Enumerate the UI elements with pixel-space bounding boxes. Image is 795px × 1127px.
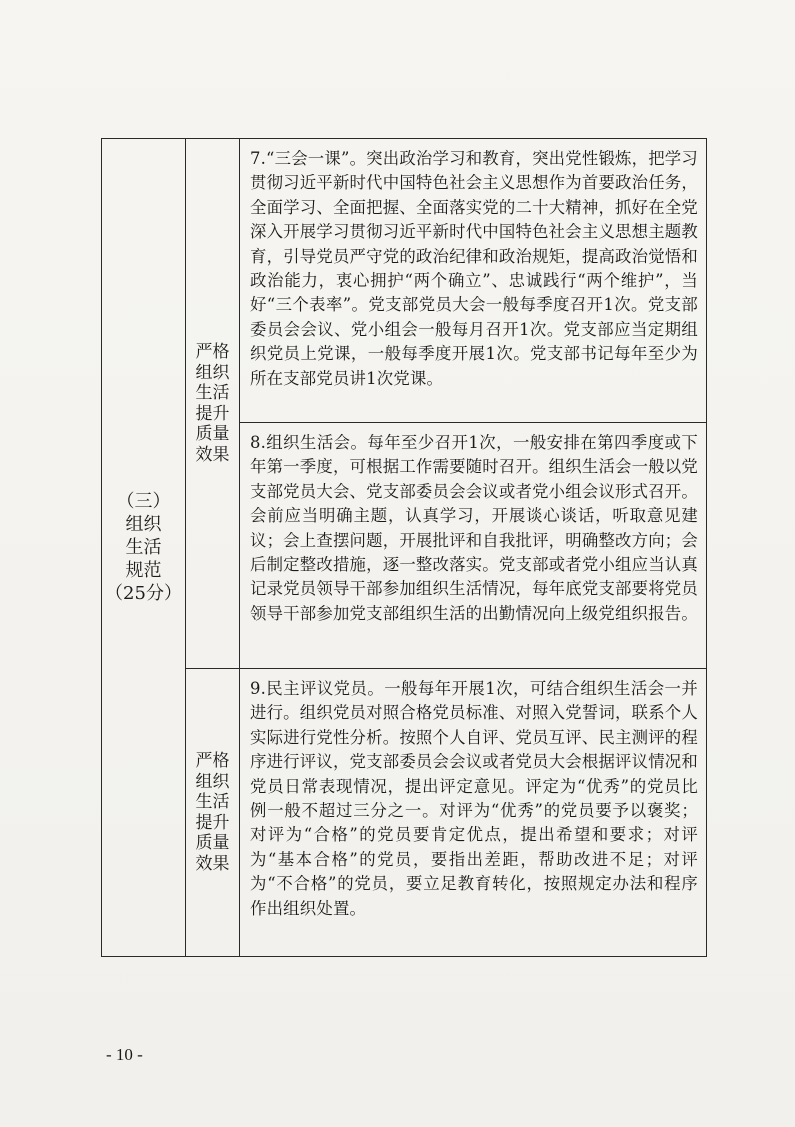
- category-name-line: 生活: [125, 537, 162, 558]
- subcategory-line: 质量: [195, 833, 230, 853]
- subcategory-line: 生活: [195, 792, 230, 812]
- subcategory-line: 组织: [195, 362, 230, 383]
- subcategory-line: 生活: [195, 383, 230, 403]
- subcategory-line: 提升: [195, 812, 230, 833]
- category-score: （25分）: [105, 583, 182, 604]
- standards-table: [101, 138, 707, 957]
- category-cell: [102, 139, 186, 957]
- subcategory-line: 质量: [195, 424, 230, 444]
- subcategory-line: 严格: [195, 342, 230, 362]
- page-number: - 10 -: [106, 1045, 143, 1064]
- requirement-text: 9.民主评议党员。一般每年开展1次，可结合组织生活会一并进行。组织党员对照合格党员标准、对照入党誓词，联系个人实际进行党性分析。按照个人自评、党员互评、民主测评的程序进行评议，党支部委员会会议或者党员大会根据评议情况和党员日常表现情况，提出评定意见。评定为“优秀”的党员比例一般不超过三分之一。对评为“优秀”的党员要予以褒奖；对评为“合格”的党员要肯定优点，提出希望和要求；对评为“基本合格”的党员，要指出差距，帮助改进不足；对评为“不合格”的党员，要立足教育转化，按照规定办法和程序作出组织处置。: [240, 669, 707, 957]
- category-name-line: 规范: [125, 560, 162, 581]
- category-number: （三）: [116, 491, 171, 512]
- table-row: [102, 139, 707, 423]
- requirement-text: 7.“三会一课”。突出政治学习和教育，突出党性锻炼，把学习贯彻习近平新时代中国特色社会主义思想作为首要政治任务，全面学习、全面把握、全面落实党的二十大精神，抓好在全党深入开展学习贯彻习近平新时代中国特色社会主义思想主题教育，引导党员严守党的政治纪律和政治规矩，提高政治觉悟和政治能力，衷心拥护“两个确立”、忠诚践行“两个维护”，当好“三个表率”。党支部党员大会一般每季度召开1次。党支部委员会会议、党小组会一般每月召开1次。党支部应当定期组织党员上党课，一般每季度开展1次。党支部书记每年至少为所在支部党员讲1次党课。: [240, 139, 707, 423]
- category-name-line: 组织: [125, 514, 162, 535]
- subcategory-cell: [186, 669, 240, 957]
- subcategory-line: 效果: [195, 853, 230, 874]
- subcategory-cell: [186, 139, 240, 669]
- table-row: [102, 669, 707, 957]
- subcategory-line: 提升: [195, 403, 230, 424]
- requirement-text: 8.组织生活会。每年至少召开1次，一般安排在第四季度或下年第一季度，可根据工作需要随时召开。组织生活会一般以党支部党员大会、党支部委员会会议或者党小组会议形式召开。会前应当明确主题，认真学习，开展谈心谈话，听取意见建议；会上查摆问题，开展批评和自我批评，明确整改方向；会后制定整改措施，逐一整改落实。党支部或者党小组应当认真记录党员领导干部参加组织生活情况，每年底党支部要将党员领导干部参加党支部组织生活的出勤情况向上级党组织报告。: [240, 423, 707, 669]
- subcategory-line: 效果: [195, 444, 230, 465]
- subcategory-line: 组织: [195, 771, 230, 792]
- subcategory-line: 严格: [195, 751, 230, 771]
